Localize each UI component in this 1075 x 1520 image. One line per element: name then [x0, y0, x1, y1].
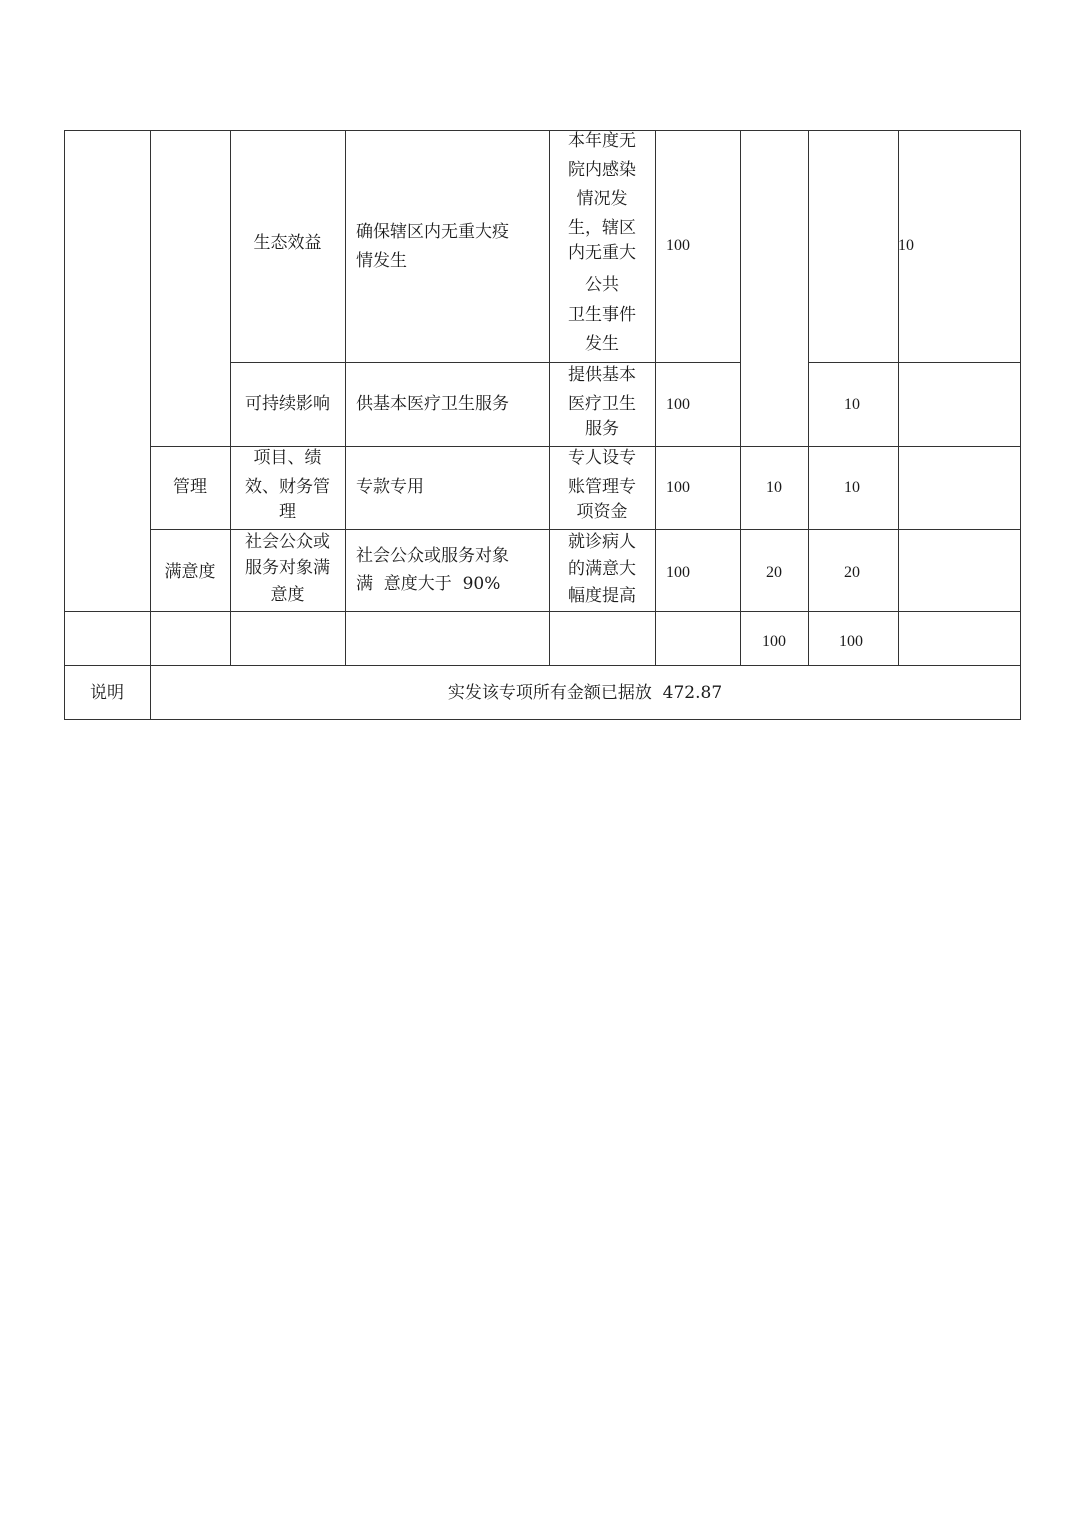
col-divider [345, 130, 346, 666]
indicator-line: 情发生 [356, 251, 407, 271]
category-cell: 管理 [173, 477, 207, 497]
actual-value-line: 服务 [585, 419, 619, 439]
actual-value-line: 提供基本 [568, 365, 636, 385]
actual-value-line: 院内感染 [568, 160, 636, 180]
actual-value-line: 幅度提高 [568, 586, 636, 606]
actual-value-line: 内无重大 [568, 243, 636, 263]
actual-value-line: 公共 [585, 275, 619, 295]
indicator-line: 社会公众或服务对象 [356, 546, 509, 566]
indicator-cell: 专款专用 [356, 477, 424, 497]
actual-value-line: 情况发 [576, 189, 628, 209]
score-value: 10 [898, 237, 914, 254]
row-divider [64, 665, 1021, 666]
sub-indicator-cell: 可持续影响 [245, 394, 330, 414]
col-divider [898, 130, 899, 666]
weight-value: 20 [766, 564, 782, 581]
row-divider [230, 362, 554, 363]
sub-indicator-line: 项目、绩 [253, 448, 322, 468]
indicator-cell: 供基本医疗卫生服务 [356, 394, 509, 414]
actual-value-line: 账管理专 [568, 477, 636, 497]
note-label: 说明 [90, 683, 124, 703]
total-score: 100 [839, 633, 863, 650]
actual-value-line: 的满意大 [568, 559, 636, 579]
target-value: 100 [666, 237, 690, 254]
row-divider [808, 362, 1021, 363]
actual-value-line: 本年度无 [568, 131, 636, 151]
score-value: 10 [844, 479, 860, 496]
actual-value-line: 发生 [585, 334, 619, 354]
score-value: 10 [844, 396, 860, 413]
sub-indicator-line: 服务对象满 [245, 558, 330, 578]
actual-value-line: 专人设专 [568, 448, 636, 468]
sub-indicator-cell: 生态效益 [253, 233, 322, 253]
table-border-bottom [64, 719, 1021, 720]
weight-value: 10 [766, 479, 782, 496]
performance-table [64, 130, 1021, 720]
table-border-right [1020, 130, 1021, 720]
score-value: 20 [844, 564, 860, 581]
col-divider [808, 130, 809, 666]
actual-value-line: 项资金 [576, 502, 628, 522]
sub-indicator-line: 意度 [270, 585, 305, 605]
note-text: 实发该专项所有金额已据放 472.87 [447, 683, 723, 703]
col-divider [655, 130, 656, 666]
indicator-line: 确保辖区内无重大疫 [356, 222, 509, 242]
indicator-line: 满 意度大于 90% [356, 574, 501, 594]
sub-indicator-line: 理 [279, 502, 296, 522]
row-divider [64, 611, 1021, 612]
table-border-top [64, 130, 1021, 131]
target-value: 100 [666, 564, 690, 581]
actual-value-line: 就诊病人 [568, 532, 636, 552]
col-divider [150, 130, 151, 720]
actual-value-line: 卫生事件 [568, 305, 636, 325]
total-weight: 100 [762, 633, 786, 650]
table-border-left [64, 130, 65, 720]
target-value: 100 [666, 396, 690, 413]
sub-indicator-line: 效、财务管 [245, 477, 330, 497]
actual-value-line: 医疗卫生 [568, 394, 636, 414]
category-cell: 满意度 [164, 562, 216, 582]
actual-value-line: 生，辖区 [568, 218, 636, 238]
target-value: 100 [666, 479, 690, 496]
sub-indicator-line: 社会公众或 [245, 532, 330, 552]
